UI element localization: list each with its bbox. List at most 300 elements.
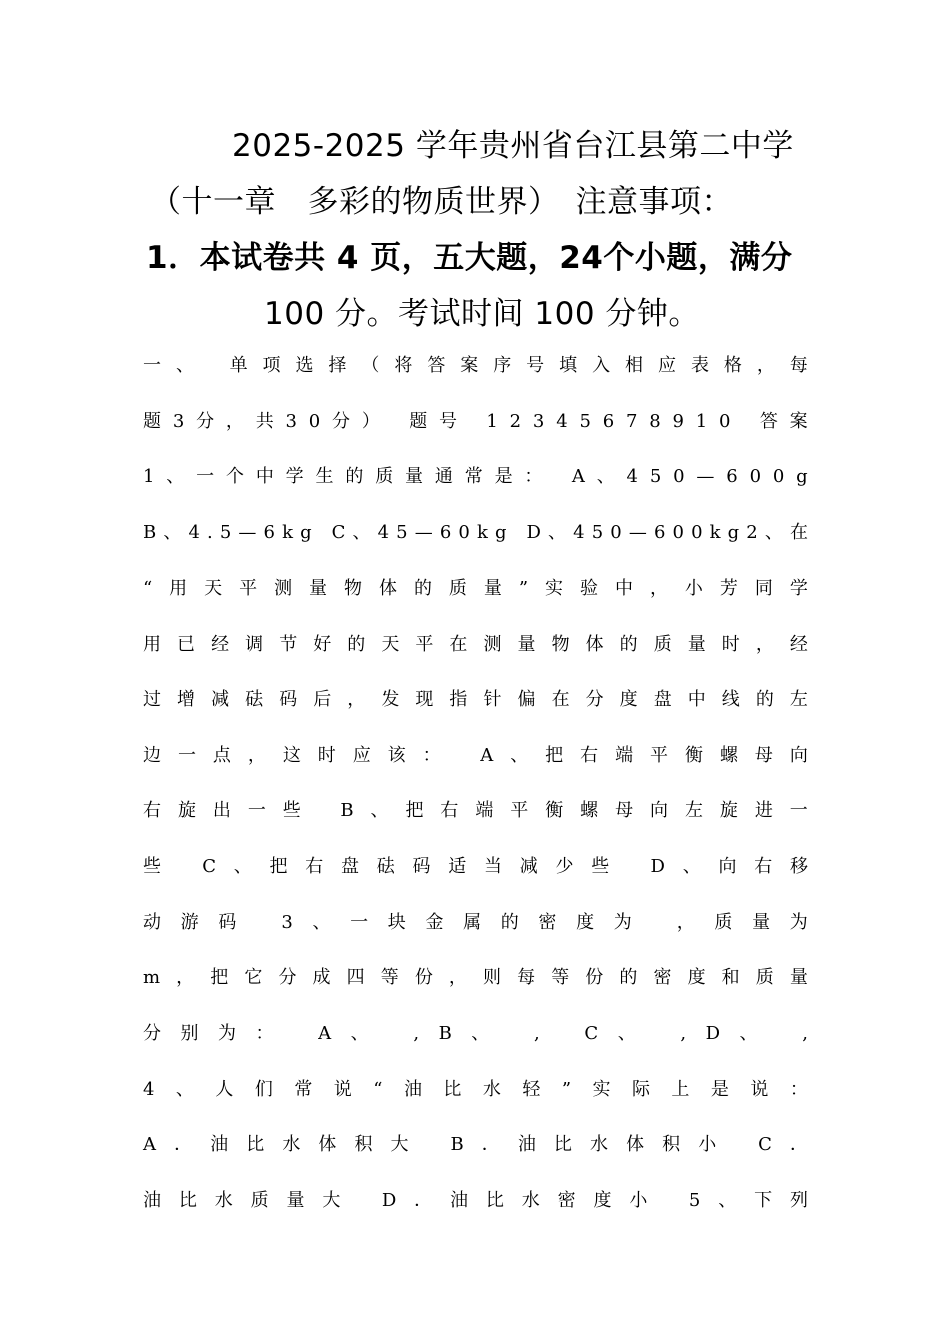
body-char: 游	[180, 912, 199, 933]
body-char: 增	[177, 689, 196, 710]
body-char: 四	[346, 967, 365, 988]
body-char: B	[438, 1023, 452, 1044]
body-char: 一	[247, 800, 266, 821]
body-char: 移	[789, 856, 808, 877]
body-char: 在	[789, 522, 808, 543]
body-char: 些	[591, 856, 610, 877]
body-char: 油	[517, 1134, 536, 1155]
body-char: D	[705, 1023, 721, 1044]
body-char: 旋	[177, 800, 196, 821]
body-char	[627, 853, 633, 881]
body-char: 平	[510, 800, 529, 821]
body-char: 答	[759, 411, 778, 432]
body-line	[143, 797, 808, 825]
body-char: 质	[250, 1190, 269, 1211]
body-char: 的	[347, 634, 366, 655]
body-char: 比	[485, 1190, 504, 1211]
body-char: 它	[244, 967, 263, 988]
body-char: 右	[440, 800, 459, 821]
body-char	[293, 1020, 299, 1048]
body-char: .	[207, 522, 213, 543]
body-char: 一	[143, 355, 161, 376]
body-char: 、	[175, 355, 194, 376]
body-char: 线	[721, 689, 740, 710]
body-char: 0	[749, 466, 762, 487]
body-char: ,	[413, 1023, 420, 1044]
body-char: A	[143, 1134, 156, 1155]
body-char: 右	[143, 800, 161, 821]
body-char: 0	[672, 522, 684, 543]
body-char: ,	[802, 1023, 808, 1044]
body-char: 为	[613, 912, 632, 933]
body-char: 上	[671, 1079, 690, 1100]
body-char: 2	[509, 411, 522, 432]
body-char: 块	[387, 912, 406, 933]
body-line	[143, 686, 808, 714]
body-char: 针	[483, 689, 502, 710]
body-char: 些	[282, 800, 301, 821]
body-char: 天	[381, 634, 400, 655]
body-char: 、	[510, 745, 529, 766]
body-char: 、	[617, 1023, 636, 1044]
body-char: 列	[789, 1190, 808, 1211]
body-line	[143, 631, 808, 659]
body-char	[458, 742, 464, 770]
body-char: 、	[764, 522, 783, 543]
body-char: 螺	[719, 745, 738, 766]
body-char: 分	[143, 1023, 161, 1044]
body-char: “	[143, 578, 153, 599]
body-char: 同	[754, 578, 773, 599]
body-char: 量	[286, 1190, 305, 1211]
body-char: ，	[755, 634, 774, 655]
body-char: ，	[176, 967, 195, 988]
body-char: 体	[378, 578, 397, 599]
body-char: 体	[318, 1134, 337, 1155]
body-char: 轻	[522, 1079, 541, 1100]
body-char: 砝	[245, 689, 264, 710]
body-char: 油	[143, 1190, 161, 1211]
body-char: 体	[626, 1134, 645, 1155]
body-char: 进	[754, 800, 773, 821]
body-char: 择	[328, 355, 347, 376]
body-char: 1	[143, 466, 155, 487]
body-char: 答	[427, 355, 446, 376]
body-char: 6	[263, 522, 275, 543]
body-char: 小	[684, 578, 703, 599]
exam-title: 2025-2025 学年贵州省台江县第二中学	[232, 128, 794, 164]
body-char: 把	[405, 800, 424, 821]
body-char: 一	[789, 800, 808, 821]
body-char: 5	[591, 522, 604, 543]
body-char: 、	[233, 856, 252, 877]
body-char: —	[696, 466, 715, 487]
body-char: 1	[486, 411, 498, 432]
body-char: 物	[344, 578, 363, 599]
body-char: 平	[415, 634, 434, 655]
body-char: 分	[196, 411, 215, 432]
body-line	[143, 463, 808, 491]
body-char: 5	[649, 466, 662, 487]
body-char: ，	[448, 967, 467, 988]
body-char: 度	[619, 689, 638, 710]
body-char: 入	[592, 355, 611, 376]
body-char: 质	[714, 912, 733, 933]
body-char: 已	[177, 634, 196, 655]
body-char	[388, 1020, 394, 1048]
body-char: 度	[576, 912, 595, 933]
body-char: 好	[313, 634, 332, 655]
body-char: C	[202, 856, 217, 877]
body-char: 4	[573, 522, 585, 543]
body-char: 、	[166, 466, 185, 487]
body-char: ：	[422, 745, 441, 766]
body-char: 说	[333, 1079, 352, 1100]
body-char: 调	[245, 634, 264, 655]
body-char: 时	[721, 634, 740, 655]
body-char: 个	[225, 466, 244, 487]
body-line	[143, 352, 808, 380]
body-char: 3	[281, 912, 293, 933]
body-char: 比	[246, 1134, 265, 1155]
body-char	[665, 1187, 671, 1215]
body-char	[392, 408, 398, 436]
body-char: 向	[718, 856, 737, 877]
body-char: 常	[464, 466, 483, 487]
body-char: 6	[439, 522, 452, 543]
body-char: 5	[396, 522, 408, 543]
body-line	[143, 1020, 808, 1048]
body-char: ,	[680, 1023, 687, 1044]
body-char: 等	[551, 967, 570, 988]
body-char	[742, 408, 748, 436]
body-char: 码	[279, 689, 298, 710]
body-char: ，	[676, 912, 695, 933]
body-char: 中	[687, 689, 706, 710]
body-char: 质	[755, 967, 774, 988]
body-char: 右	[580, 745, 599, 766]
body-char: 4	[188, 522, 200, 543]
body-char: 平	[650, 745, 669, 766]
body-char: 量	[789, 967, 808, 988]
body-char: 密	[538, 912, 557, 933]
body-char: ：	[255, 1023, 274, 1044]
body-char: 水	[282, 1134, 301, 1155]
body-char: 油	[450, 1190, 469, 1211]
body-char: ）	[361, 411, 380, 432]
body-char: 属	[463, 912, 482, 933]
body-char: 度	[687, 967, 706, 988]
body-char: 常	[294, 1079, 313, 1100]
body-char: 指	[449, 689, 468, 710]
body-char: 、	[718, 1190, 737, 1211]
body-char: 实	[545, 578, 564, 599]
body-char: 等	[380, 967, 399, 988]
body-char: 大	[390, 1134, 409, 1155]
body-char: B	[450, 1134, 464, 1155]
body-char: C	[758, 1134, 772, 1155]
body-char: 天	[204, 578, 223, 599]
body-char: 分	[278, 967, 297, 988]
body-char: 减	[211, 689, 230, 710]
body-char: 测	[483, 634, 502, 655]
body-char: 、	[682, 856, 701, 877]
notice-item-1-continued: 100 分。考试时间 100 分钟。	[264, 296, 700, 332]
body-char: 一	[177, 745, 196, 766]
body-char: 0	[308, 411, 321, 432]
body-char: 共	[255, 411, 274, 432]
body-char: 、	[352, 522, 371, 543]
body-char: 、	[548, 522, 567, 543]
body-char: 码	[218, 912, 237, 933]
body-line	[143, 1076, 808, 1104]
body-char	[319, 519, 325, 547]
body-char: 时	[317, 745, 336, 766]
body-char: 单	[229, 355, 248, 376]
body-char: 度	[593, 1190, 612, 1211]
body-char: C	[584, 1023, 599, 1044]
body-char: 量	[752, 912, 771, 933]
body-char: 为	[789, 912, 808, 933]
body-char: 6	[602, 411, 615, 432]
body-line	[143, 519, 808, 547]
body-char: 、	[312, 912, 331, 933]
body-char: 应	[352, 745, 371, 766]
body-line	[143, 853, 808, 881]
body-char: 项	[262, 355, 281, 376]
body-char: 适	[448, 856, 467, 877]
body-char: 过	[143, 689, 161, 710]
body-char: 相	[625, 355, 644, 376]
body-char: 水	[482, 1079, 501, 1100]
body-char: 经	[789, 634, 808, 655]
body-char	[256, 909, 262, 937]
body-char: 4	[626, 466, 638, 487]
body-char: 份	[414, 967, 433, 988]
body-char: ．	[414, 1190, 433, 1211]
body-char: 金	[425, 912, 444, 933]
body-char: ”	[561, 1079, 572, 1100]
body-char: ”	[518, 578, 529, 599]
body-char: k	[709, 522, 721, 543]
body-char: 的	[413, 578, 432, 599]
body-char: 、	[370, 800, 389, 821]
body-char: 份	[585, 967, 604, 988]
body-char	[509, 1020, 515, 1048]
body-char: 质	[448, 578, 467, 599]
body-char: 5	[219, 522, 232, 543]
body-char: 的	[345, 466, 364, 487]
body-char: 衡	[684, 745, 703, 766]
body-char: 0	[719, 411, 731, 432]
body-line	[143, 909, 808, 937]
body-char: 端	[615, 745, 634, 766]
body-line	[143, 964, 808, 992]
body-char: 向	[650, 800, 669, 821]
body-char: 学	[285, 466, 304, 487]
body-char: 8	[649, 411, 661, 432]
body-char: 该	[387, 745, 406, 766]
body-char	[554, 463, 560, 491]
body-char: 6	[726, 466, 738, 487]
body-char	[209, 352, 215, 380]
body-char: 0	[691, 522, 703, 543]
body-char: —	[628, 522, 647, 543]
body-char: 序	[493, 355, 512, 376]
body-char: 3	[532, 411, 545, 432]
body-char: 别	[180, 1023, 199, 1044]
body-char: 量	[517, 634, 536, 655]
body-char: m	[143, 967, 161, 988]
body-char: 体	[585, 634, 604, 655]
body-char: ．	[789, 1134, 808, 1155]
body-char: 现	[415, 689, 434, 710]
body-char: 质	[653, 634, 672, 655]
body-char: 密	[653, 967, 672, 988]
body-char: “	[373, 1079, 383, 1100]
body-char: 动	[143, 912, 161, 933]
body-char: ．	[174, 1134, 193, 1155]
body-char: 把	[269, 856, 288, 877]
body-char	[559, 1020, 565, 1048]
body-char: 积	[662, 1134, 681, 1155]
body-char	[318, 797, 324, 825]
body-char: 比	[178, 1190, 197, 1211]
body-char: 、	[175, 1079, 194, 1100]
body-char: 边	[143, 745, 161, 766]
body-char: 左	[789, 689, 808, 710]
body-char: 4	[143, 1079, 155, 1100]
body-char: 、	[350, 1023, 369, 1044]
body-char: 是	[494, 466, 513, 487]
body-char: 格	[723, 355, 742, 376]
body-char: ：	[789, 1079, 808, 1100]
body-line	[143, 1131, 808, 1159]
body-char: 些	[143, 856, 161, 877]
body-char: ,	[533, 1023, 540, 1044]
body-char: 衡	[545, 800, 564, 821]
body-char: 2	[746, 522, 758, 543]
body-char: 4	[377, 522, 390, 543]
body-char	[514, 519, 520, 547]
body-char: 少	[555, 856, 574, 877]
body-char	[734, 1131, 740, 1159]
body-char: 6	[653, 522, 666, 543]
body-char: 应	[657, 355, 676, 376]
body-char: 经	[211, 634, 230, 655]
body-char: 把	[545, 745, 564, 766]
chapter-subtitle: （十一章 多彩的物质世界） 注意事项：	[150, 184, 733, 220]
body-char: 的	[755, 689, 774, 710]
body-char: 在	[551, 689, 570, 710]
body-char: D	[526, 522, 541, 543]
body-char: 一	[350, 912, 369, 933]
body-char: 4	[556, 411, 568, 432]
body-char: 表	[690, 355, 709, 376]
body-char: 9	[672, 411, 684, 432]
body-char: 小	[698, 1134, 717, 1155]
body-char: 当	[484, 856, 503, 877]
body-char: 案	[789, 411, 808, 432]
body-char: A	[571, 466, 585, 487]
body-char: 水	[521, 1190, 540, 1211]
body-char: —	[414, 522, 433, 543]
body-char: 0	[772, 466, 785, 487]
body-char: 5	[579, 411, 591, 432]
body-char	[358, 1187, 364, 1215]
body-char	[651, 909, 657, 937]
body-char: 说	[750, 1079, 769, 1100]
body-char: 案	[460, 355, 479, 376]
body-char: 0	[458, 522, 470, 543]
body-char: 左	[684, 800, 703, 821]
body-char: 测	[274, 578, 293, 599]
body-char: （	[361, 355, 380, 376]
body-char: 这	[282, 745, 301, 766]
body-char: 水	[214, 1190, 233, 1211]
body-char: 每	[789, 355, 808, 376]
body-char: 减	[519, 856, 538, 877]
body-char: 将	[394, 355, 413, 376]
body-char: ，	[247, 745, 266, 766]
body-char: 用	[169, 578, 188, 599]
body-char: 际	[631, 1079, 650, 1100]
body-char: 7	[625, 411, 638, 432]
body-char: 成	[312, 967, 331, 988]
body-char: 芳	[719, 578, 738, 599]
body-char: g	[727, 522, 740, 543]
body-char: g	[796, 466, 808, 487]
body-char: k	[476, 522, 488, 543]
body-char: 比	[443, 1079, 462, 1100]
body-char: 母	[615, 800, 634, 821]
body-char: ，	[756, 355, 775, 376]
body-char: 质	[375, 466, 394, 487]
body-char	[427, 1131, 433, 1159]
body-char: k	[282, 522, 294, 543]
body-char: 分	[585, 689, 604, 710]
body-char: g	[300, 522, 312, 543]
body-char: 实	[592, 1079, 611, 1100]
body-char: —	[238, 522, 257, 543]
body-char: 和	[721, 967, 740, 988]
body-char: 量	[309, 578, 328, 599]
body-char: 密	[557, 1190, 576, 1211]
body-char: 发	[381, 689, 400, 710]
body-char: 右	[305, 856, 324, 877]
body-char: 偏	[517, 689, 536, 710]
body-char: 小	[629, 1190, 648, 1211]
body-char: 学	[789, 578, 808, 599]
body-char: B	[340, 800, 354, 821]
body-char: 在	[449, 634, 468, 655]
body-char: 油	[403, 1079, 422, 1100]
body-char: 0	[610, 522, 622, 543]
body-char: 一	[196, 466, 215, 487]
body-char: 选	[295, 355, 314, 376]
body-char	[469, 408, 475, 436]
body-char	[777, 1020, 783, 1048]
body-char: 右	[754, 856, 773, 877]
body-char: 向	[789, 745, 808, 766]
body-char: 旋	[719, 800, 738, 821]
body-char: 填	[559, 355, 578, 376]
body-char: ，	[649, 578, 668, 599]
body-char: 母	[754, 745, 773, 766]
body-char: 节	[279, 634, 298, 655]
body-char: 下	[754, 1190, 773, 1211]
body-char: 出	[212, 800, 231, 821]
